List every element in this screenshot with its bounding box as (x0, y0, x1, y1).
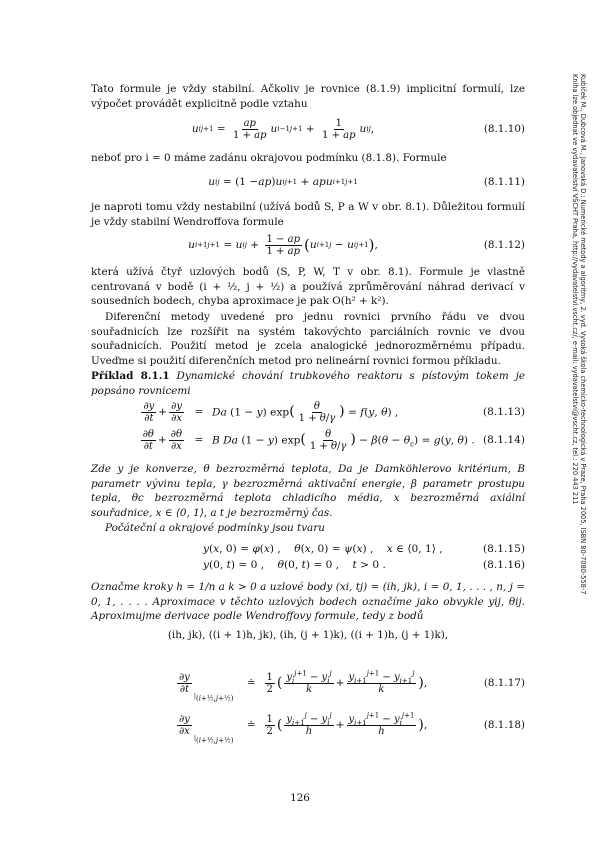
equation-8-1-18 (91, 708, 525, 745)
side-note (571, 74, 587, 694)
equation-8-1-15: y(x, 0) = φ(x) , θ(x, 0) = ψ(x) , x ∈ ⟨0, 1⟩ , (8.1.15) (203, 543, 525, 555)
paragraph-nodes: která užívá čtyř uzlových bodů (S, P, W, T v obr. 8.1). Formule je vlastně centrovaná v bodě (i + ½, j + ½) a používá zprůměrování náhrad derivací v sousedních bodech, chyba aproximace je pak O(h² + k²). (91, 266, 525, 308)
side-note-line-1: Kubíček M., Dubcová M., Janovská D.: Numerické metody a algoritmy, 2. vyd. Vysoká škola chemicko-technologická v Praze, Praha 2005, ISBN 80-7080-558-7 (579, 74, 587, 595)
example-heading (91, 369, 525, 398)
equation-8-1-14: $\frac{\partial\theta}{\partial t}$ + $\frac{\partial\theta}{\partial x}$ = B Da (1 − y) exp( $\frac{\theta}{1 + \theta/\gamma}$ ) − $\beta(\theta - \theta_c) = g(y$, θ) . (8.1.14) (142, 428, 525, 452)
equation-body: u i+1 j+1 = u i j + $\frac{1 - ap}{1 + ap}$ ( u i+1 j − u i j+1 ) , (188, 233, 378, 257)
paragraph-formule: neboť pro i = 0 máme zadánu okrajovou podmínku (8.1.8). Formule (91, 152, 447, 164)
equation-body: $\frac{\partial y}{\partial x}$ $|_{(i+\frac{1}{2},j+\frac{1}{2})}$ ≐ $\frac{1}{2}$ ( $\frac{y_{i+1}^j - y_i^j}{h}$ + $\frac{y_{i+1}^{j+1} - y_i^{j+1}}{h}$ ) , (179, 711, 428, 745)
equation-system (140, 400, 525, 452)
equation-number: (8.1.15) (483, 543, 525, 555)
equation-8-1-13: $\frac{\partial y}{\partial t}$ + $\frac{\partial y}{\partial x}$ = Da (1 − y) exp( $\frac{\theta}{1 + \theta/\gamma}$ ) = f(y, θ) , (8.1.13) (143, 400, 525, 424)
equation-number: (8.1.16) (483, 559, 525, 571)
equation-8-1-12 (91, 231, 525, 259)
equation-8-1-11 (91, 168, 525, 196)
paragraph-steps: Označme kroky h = 1/n a k > 0 a uzlové body (xi, tj) = (ih, jk), i = 0, 1, . . . , n, j = 0, 1, . . . . Aproximace v těchto uzlových bodech označíme jako obvykle yij, θij. Aproximujme derivace podle Wendroffovy formule, tedy z bodů (91, 581, 525, 623)
equation-8-1-17 (91, 666, 525, 703)
equation-8-1-10 (91, 115, 525, 143)
equation-number: (8.1.12) (483, 239, 525, 251)
initial-boundary-conditions (203, 541, 525, 573)
paragraph-wendroff: je naproti tomu vždy nestabilní (užívá bodů S, P a W v obr. 8.1). Důležitou formulí je vždy stabilní Wendroffova formule (91, 201, 525, 228)
equation-number: (8.1.13) (483, 406, 525, 418)
example-text: Dynamické chování trubkového reaktoru s pístovým tokem je popsáno rovnicemi (91, 370, 526, 397)
equation-8-1-16: y(0, t) = 0 , θ(0, t) = 0 , t > 0 . (8.1.16) (203, 559, 525, 571)
equation-number: (8.1.11) (483, 176, 525, 188)
paragraph-variables: Zde y je konverze, θ bezrozměrná teplota, Da je Damköhlerovo kritérium, B parametr vývinu tepla, γ bezrozměrná aktivační energie, β parametr prostupu tepla, θc bezrozměrná teplota chladicího média, x bezrozměrná axiální souřadnice, x ∈ ⟨0, 1⟩, a t je bezrozměrný čas. (91, 463, 525, 519)
side-note-line-2: Kniha lze objednat ve vydavatelství VŠCHT Praha, http://vydavatelstvi.vscht.cz/, e-mail: vydavatelstvi@vscht.cz, tel.: 220 443 211 (571, 74, 579, 505)
equation-body: u i j = (1 − ap ) u i j+1 + apu i+1 j+1 (208, 176, 358, 188)
equation-number: (8.1.14) (483, 434, 525, 446)
equation-body: u i j+1 = $\frac{ap}{1 + ap}$ u i−1 j+1 + $\frac{1}{1 + ap}$ u i j , (191, 117, 375, 141)
equation-body: $\frac{\partial y}{\partial t}$ $|_{(i+\frac{1}{2},j+\frac{1}{2})}$ ≐ $\frac{1}{2}$ ( $\frac{y_i^{j+1} - y_i^j}{k}$ + $\frac{y_{i+1}^{j+1} - y_{i+1}^j}{k}$ ) , (179, 669, 428, 703)
paragraph-systems: Diferenční metody uvedené pro jednu rovnici prvního řádu ve dvou souřadnicích lze rozšířit na systém takovýchto parciálních rovnic ve dvou souřadnicích. Použití metod je zcela analogické jednorozměrnému případu. Uveďme si použití diferenčních metod pro nelineární rovnici formou příkladu. (91, 311, 525, 367)
example-label: Příklad 8.1.1 (91, 370, 170, 382)
equation-number: (8.1.18) (483, 719, 525, 731)
page-number: 126 (290, 792, 310, 804)
points-line: (ih, jk), ((i + 1)h, jk), (ih, (j + 1)k), ((i + 1)h, (j + 1)k), (167, 629, 449, 641)
equation-number: (8.1.17) (483, 677, 525, 689)
paragraph-intro: Tato formule je vždy stabilní. Ačkoliv je rovnice (8.1.9) implicitní formulí, lze výpočet provádět explicitně podle vztahu (91, 83, 525, 110)
paragraph-conditions: Počáteční a okrajové podmínky jsou tvaru (105, 522, 325, 534)
equation-number: (8.1.10) (483, 123, 525, 135)
